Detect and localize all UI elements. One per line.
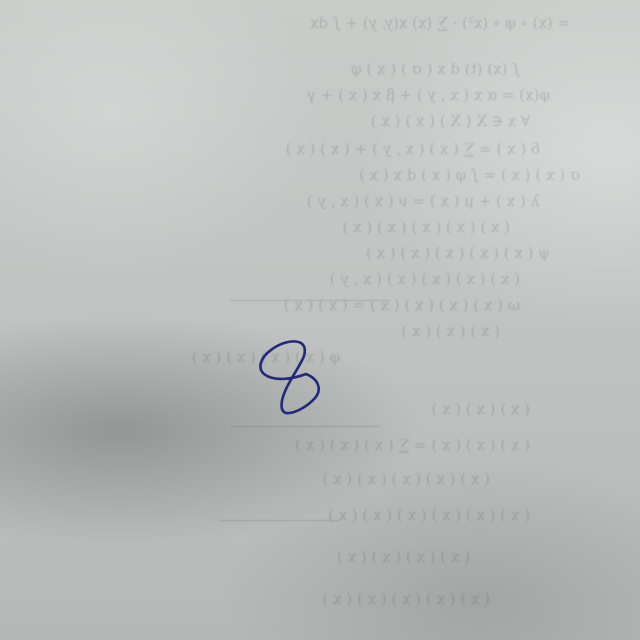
show-through-text: = (x) ∘ φ ∘ (x²) · ∑ (x) x(y, y) + ∫ dx ∫ (x) (t) d x ( σ ) ( x ) φ φ(x) = α x ( x , y ) + β x ( x ) + γ ∀ x ∈ X ( X ) ( x ) ( x ) δ ( x ) = ∑ ( x ) ( x , y ) + ( x ) ( x ) σ ( x ) ( x ) = ∫ φ ( x ) d x ( x ) λ ( x ) + μ ( x ) = ν ( x ) ( x , y ) ( x ) ( x ) ( x ) ( x ) ( x ) ψ ( x ) ( x ) ( x ) ( x ) ( x ) ( x ) ( x ) ( x ) ( x ) ( x , y ) ω ( x ) ( x ) ( x ) ( x ) = ( x ) ( x ) ( x ) ( x ) ( x ) φ ( x ) ( x ) ( x ) ( x ) ( x ) ( x ) ( x ) ( x ) ( x ) ( x ) = ∑ ( x ) ( x ) ( x ) ( x ) ( x ) ( x ) ( x ) ( x ) ( x ) ( x ) ( x ) ( x ) ( x ) ( x ) ( x ) ( x ) ( x ) ( x ) ( x ) ( x ) ( x ) ( x ) ( x ) [191, 14, 580, 608]
handwritten-mark-text: 8 [289, 377, 291, 379]
